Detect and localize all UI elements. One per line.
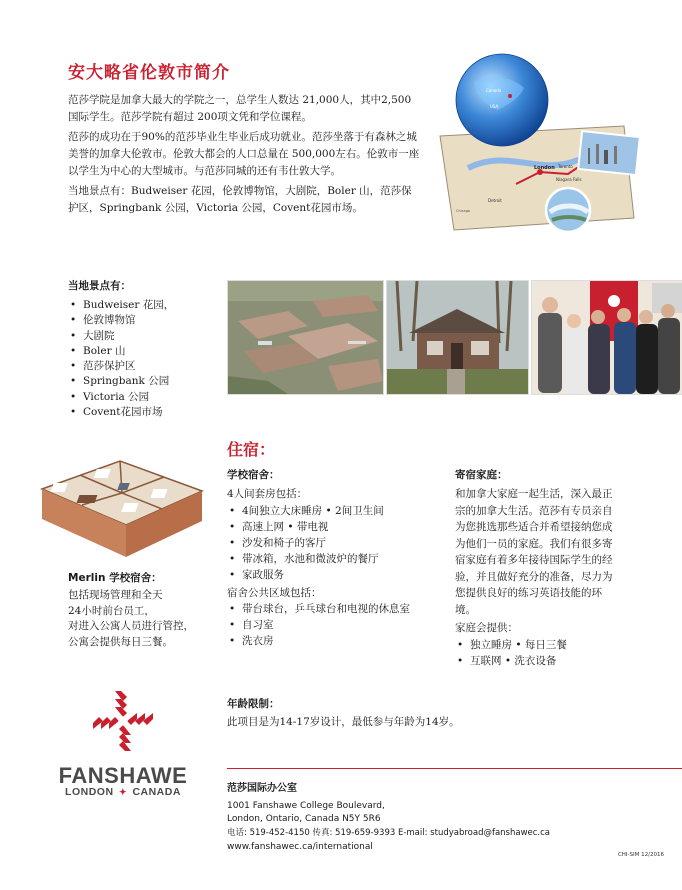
list-item: • 高速上网 • 带电视 — [227, 519, 437, 535]
list-item: • 洗衣房 — [227, 633, 437, 649]
map-london: London — [534, 165, 555, 171]
fanshawe-logo-mark — [70, 685, 176, 763]
merlin-description — [68, 588, 194, 650]
merlin-line: 24小时前台员工， — [68, 604, 155, 617]
campus-aerial-photo — [227, 280, 384, 395]
list-item: • Covent花园市场 — [68, 405, 174, 420]
dorm-section — [227, 467, 437, 649]
map-toronto: Toronto — [558, 164, 573, 169]
logo-location — [52, 786, 194, 798]
contact-block — [227, 779, 550, 854]
map-chicago: Chicago — [456, 209, 471, 213]
contact-address-line-1: 1001 Fanshawe College Boulevard, — [227, 801, 385, 811]
document-code: CHI-SIM 12/2016 — [617, 852, 664, 858]
page-title: 安大略省伦敦市简介 — [68, 63, 230, 83]
list-item: • 互联网 • 洗衣设备 — [455, 653, 620, 669]
logo-canada: CANADA — [132, 786, 181, 798]
housing-heading: 住宿： — [227, 440, 276, 459]
dorm-floor-plan-illustration — [34, 455, 210, 563]
attractions-list — [68, 298, 174, 420]
list-item: • 带冰箱，水池和微波炉的餐厅 — [227, 551, 437, 567]
list-item: • 伦敦博物馆 — [68, 313, 174, 328]
attractions-heading: 当地景点有： — [68, 280, 131, 292]
list-item: • 沙发和椅子的客厅 — [227, 535, 437, 551]
homestay-section — [455, 467, 620, 669]
dorm-suite-list — [227, 503, 437, 583]
intro-paragraph-2: 范莎的成功在于90%的范莎毕业生毕业后成功就业。范莎坐落于有森林之城美誉的加拿大伦敦市。伦敦大都会的人口总量在 500,000左右。伦敦市一座以学生为中心的大型城市。与范莎同城的还有韦仕敦大学。 — [68, 131, 420, 177]
intro-block — [68, 92, 420, 220]
list-item: • Boler 山 — [68, 344, 174, 359]
map-detroit: Detroit — [488, 198, 502, 203]
list-item: • 4间独立大床睡房 • 2间卫生间 — [227, 503, 437, 519]
dorm-heading: 学校宿舍： — [227, 469, 280, 481]
globe-canada: Canada — [486, 88, 502, 93]
merlin-line: 公寓会提供每日三餐。 — [68, 635, 173, 648]
homestay-house-photo — [386, 280, 529, 395]
list-item: • Budweiser 花园， — [68, 298, 174, 313]
list-item: • 自习室 — [227, 617, 437, 633]
globe-usa: USA — [490, 104, 499, 109]
map-niagara: Niagara Falls — [556, 177, 582, 182]
homestay-text: 和加拿大家庭一起生活，深入最正宗的加拿大生活。范莎有专员亲自为您挑选那些适合并希望接纳您成为他们一员的家庭。我们有很多寄宿家庭有着多年接待国际学生的经验，并且做好充分的准备，尽力为您提供良好的练习英语技能的环境。 — [455, 488, 613, 616]
merlin-heading: Merlin 学校宿舍： — [68, 572, 162, 584]
divider — [227, 768, 682, 769]
list-item: • 大剧院 — [68, 329, 174, 344]
list-item: • 带台球台，乒乓球台和电视的休息室 — [227, 601, 437, 617]
list-item: • Springbank 公园 — [68, 374, 174, 389]
logo-wordmark: FANSHAWE — [58, 763, 188, 788]
merlin-line: 包括现场管理和全天 — [68, 589, 163, 601]
dorm-common-list — [227, 601, 437, 649]
dorm-suite-intro: 4人间套房包括： — [227, 488, 308, 500]
contact-heading: 范莎国际办公室 — [227, 783, 297, 794]
dorm-common-intro: 宿舍公共区域包括： — [227, 586, 322, 599]
maple-leaf-icon: ✦ — [118, 787, 128, 797]
students-group-photo — [531, 280, 682, 395]
age-heading: 年龄限制： — [227, 698, 280, 710]
intro-paragraph-3: 当地景点有：Budweiser 花园，伦敦博物馆，大剧院，Boler 山，范莎保护区，Springbank 公园，Victoria 公园，Covent花园市场。 — [68, 185, 412, 214]
homestay-provides-list — [455, 637, 620, 669]
contact-address-line-2: London, Ontario, Canada N5Y 5R6 — [227, 814, 381, 824]
list-item: • Victoria 公园 — [68, 390, 174, 405]
homestay-heading: 寄宿家庭： — [455, 469, 508, 481]
logo-london: LONDON — [65, 786, 114, 798]
age-text: 此项目是为14-17岁设计，最低参与年龄为14岁。 — [227, 716, 460, 728]
contact-phones-email: 电话: 519-452-4150 传真: 519-659-9393 E-mail: studyabroad@fanshawec.ca — [227, 828, 551, 838]
list-item: • 家政服务 — [227, 567, 437, 583]
list-item: • 独立睡房 • 每日三餐 — [455, 637, 620, 653]
intro-paragraph-1: 范莎学院是加拿大最大的学院之一，总学生人数达 21,000人，其中2,500国际学生。范莎学院有超过 200项文凭和学位课程。 — [68, 94, 412, 123]
contact-website-link[interactable]: www.fanshawec.ca/international — [227, 842, 373, 852]
homestay-provides-intro: 家庭会提供： — [455, 622, 518, 634]
list-item: • 范莎保护区 — [68, 359, 174, 374]
merlin-line: 对进入公寓人员进行管控， — [68, 620, 194, 632]
globe-map-illustration — [428, 48, 652, 244]
logo-arm — [115, 691, 127, 717]
